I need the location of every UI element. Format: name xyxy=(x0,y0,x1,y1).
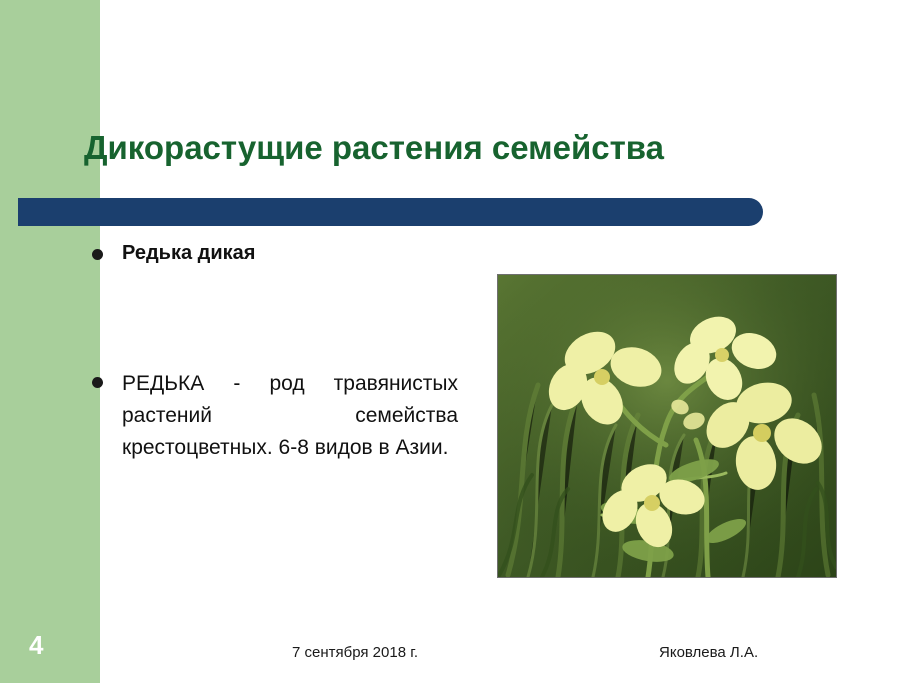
bullet-label-1: Редька дикая xyxy=(122,242,256,264)
bullet-dot-icon xyxy=(92,377,103,388)
footer-author: Яковлева Л.А. xyxy=(659,644,759,661)
plant-photo xyxy=(497,274,837,578)
left-green-band-strip xyxy=(58,0,100,683)
footer-date: 7 сентября 2018 г. xyxy=(292,644,419,661)
bullet-item-2 xyxy=(92,368,462,464)
bullet-label-2: РЕДЬКА - род травянистых растений семейства крестоцветных. 6-8 видов в Азии. xyxy=(122,372,458,459)
plant-photo-graphic xyxy=(498,275,836,577)
page-title: Дикорастущие растения семейства xyxy=(84,129,664,166)
slide-number: 4 xyxy=(29,630,44,660)
bullet-item-1 xyxy=(92,240,462,266)
bullet-dot-icon xyxy=(92,249,103,260)
title-accent-bar xyxy=(18,198,763,226)
